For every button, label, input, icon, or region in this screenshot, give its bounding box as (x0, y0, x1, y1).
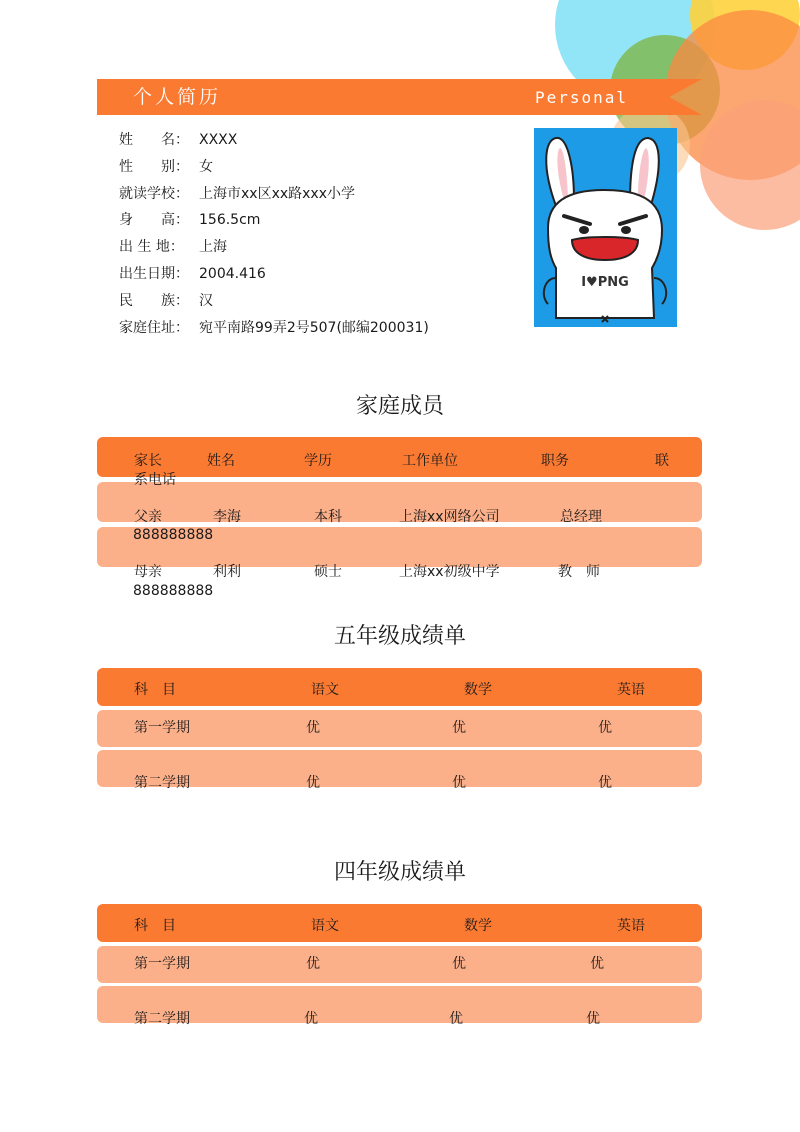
page-title: 个人简历 (133, 86, 222, 108)
profile-value: 2004.416 (199, 265, 266, 282)
grade4-section-title: 四年级成绩单 (333, 860, 466, 885)
family-col-name: 姓名 (207, 453, 235, 469)
grade4-cell-math: 优 (449, 1011, 463, 1027)
profile-label: 姓 名： (119, 132, 189, 148)
grade5-col-chinese: 语文 (311, 682, 339, 698)
page-subtitle-en: Personal (535, 88, 629, 107)
family-col-position: 职务 (541, 453, 569, 469)
grade4-cell-math: 优 (452, 956, 466, 972)
family-section-title: 家庭成员 (355, 394, 444, 419)
profile-row (119, 261, 429, 288)
family-cell-name: 利利 (213, 564, 241, 580)
family-cell-name: 李海 (213, 509, 241, 525)
grade5-cell-chinese: 优 (306, 775, 320, 791)
profile-row (119, 207, 429, 234)
family-cell-phone: 888888888 (133, 583, 214, 599)
grade5-cell-term: 第二学期 (134, 775, 190, 791)
profile-label: 性 别： (119, 158, 189, 175)
grade5-section-title: 五年级成绩单 (333, 624, 466, 649)
profile-value: 上海 (199, 239, 227, 256)
grade5-cell-english: 优 (598, 775, 612, 791)
profile-photo (534, 128, 677, 327)
profile-row (119, 181, 429, 208)
grade5-col-math: 数学 (464, 682, 492, 698)
family-cell-relation: 父亲 (134, 509, 162, 525)
grade4-cell-term: 第二学期 (134, 1011, 190, 1027)
family-cell-employer: 上海xx初级中学 (399, 564, 500, 580)
profile-value: 上海市xx区xx路xxx小学 (199, 185, 355, 202)
profile-row (119, 315, 429, 342)
profile-row (119, 234, 429, 261)
family-cell-phone: 888888888 (133, 527, 214, 543)
family-col-employer: 工作单位 (402, 453, 458, 469)
profile-label: 民 族： (119, 292, 189, 309)
grade4-cell-chinese: 优 (306, 956, 320, 972)
family-col-education: 学历 (304, 453, 332, 469)
grade4-col-chinese: 语文 (311, 918, 339, 934)
grade5-cell-math: 优 (452, 720, 466, 736)
family-cell-employer: 上海xx网络公司 (399, 509, 500, 525)
grade4-col-subject: 科 目 (134, 918, 176, 934)
rabbit-illustration (534, 128, 677, 327)
grade4-cell-english: 优 (586, 1011, 600, 1027)
grade5-col-english: 英语 (617, 682, 645, 698)
family-cell-education: 硕士 (314, 564, 342, 580)
grade5-table-header (97, 668, 702, 706)
grade4-cell-term: 第一学期 (134, 956, 190, 972)
profile-row (119, 127, 429, 154)
family-cell-relation: 母亲 (134, 564, 162, 580)
family-table-header (97, 437, 702, 477)
grade4-table-header (97, 904, 702, 942)
family-col-relation: 家长 (134, 453, 162, 469)
family-cell-position: 总经理 (560, 509, 602, 525)
profile-label: 出生日期： (119, 265, 189, 282)
family-cell-education: 本科 (314, 509, 342, 525)
profile-value: 156.5cm (199, 212, 261, 229)
profile-value: 女 (199, 158, 213, 175)
profile-label: 出 生 地： (119, 239, 184, 256)
grade4-col-math: 数学 (464, 918, 492, 934)
profile-value: XXXX (199, 132, 238, 148)
photo-badge-text: I♥PNG (581, 275, 629, 290)
profile-label: 就读学校： (119, 185, 189, 202)
profile-row (119, 288, 429, 315)
family-cell-position: 教 师 (558, 564, 600, 580)
grade5-cell-term: 第一学期 (134, 720, 190, 736)
grade4-cell-english: 优 (590, 956, 604, 972)
profile-label: 家庭住址： (119, 319, 189, 336)
profile-label: 身 高： (119, 212, 189, 229)
profile-value: 汉 (199, 292, 213, 309)
grade5-cell-math: 优 (452, 775, 466, 791)
family-col-phone-part2: 系电话 (134, 472, 176, 488)
grade4-col-english: 英语 (617, 918, 645, 934)
profile-value: 宛平南路99弄2号507(邮编200031) (199, 319, 429, 336)
profile-row (119, 154, 429, 181)
grade5-col-subject: 科 目 (134, 682, 176, 698)
grade4-cell-chinese: 优 (304, 1011, 318, 1027)
grade5-cell-chinese: 优 (306, 720, 320, 736)
grade5-cell-english: 优 (598, 720, 612, 736)
profile-list (119, 127, 429, 341)
family-col-phone-part1: 联 (655, 453, 669, 469)
